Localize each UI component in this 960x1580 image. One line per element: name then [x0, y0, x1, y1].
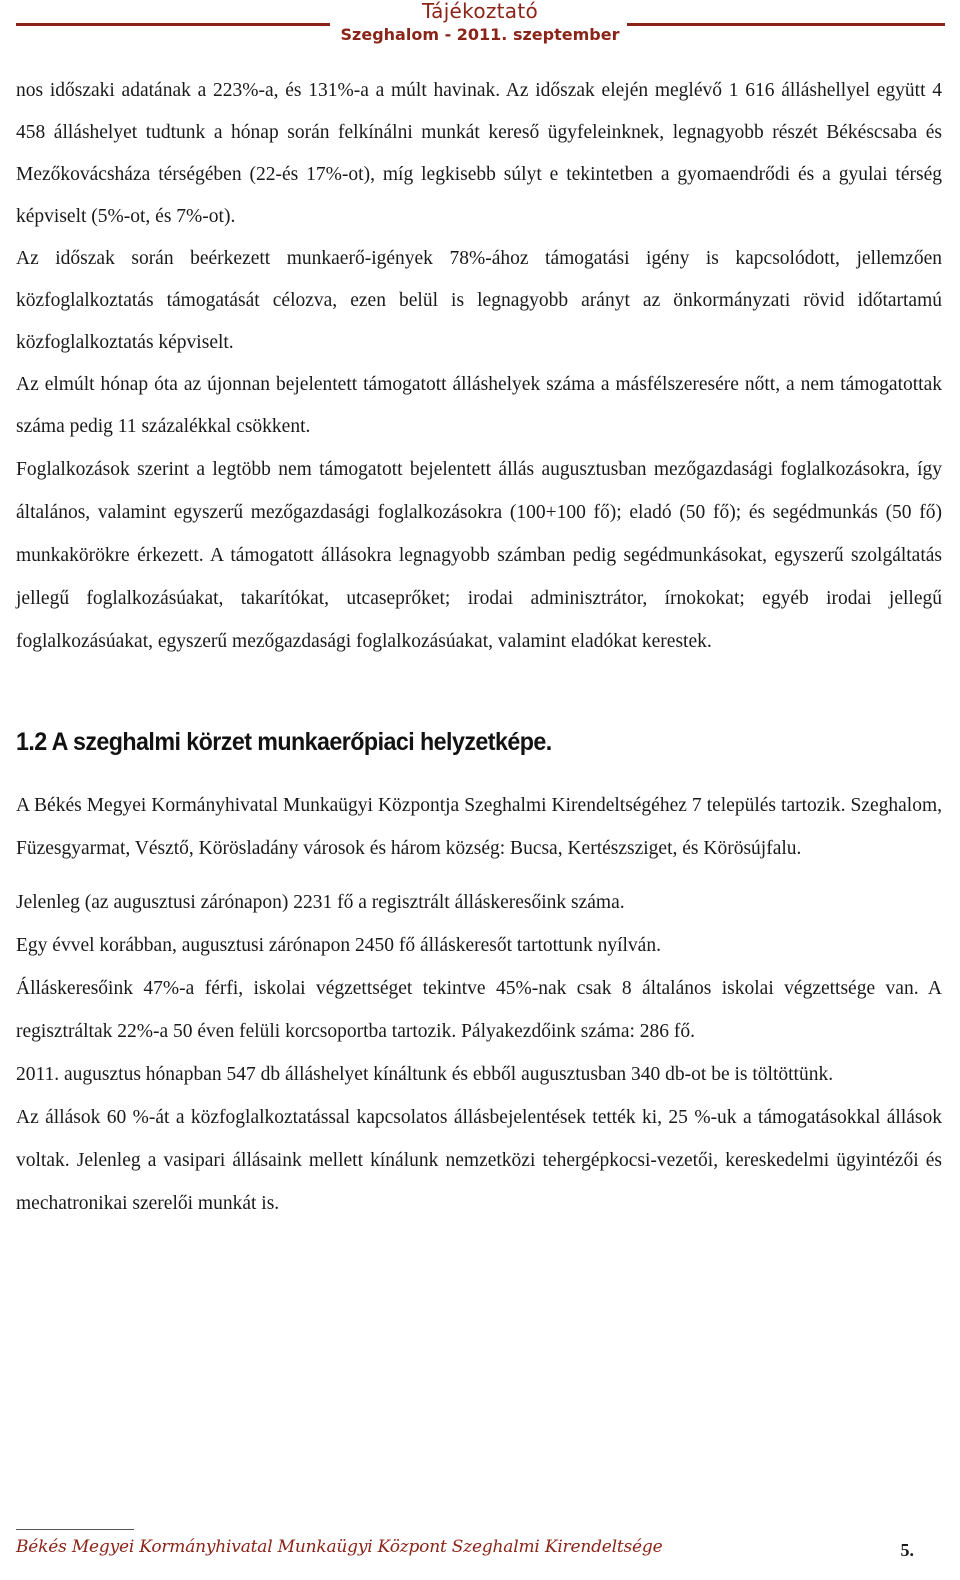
paragraph-support-demand: Az időszak során beérkezett munkaerő-igények 78%-ához támogatási igény is kapcsolódott, jellemzően közfoglalkoztatás támogatását célozva, ezen belül is legnagyobb arányt az önkormányzati rövid időtartamú közfoglalkoztatás képviselt. [16, 248, 942, 353]
paragraph-monthly-change: Az elmúlt hónap óta az újonnan bejelentett támogatott álláshelyek száma a másfélszeresére nőtt, a nem támogatottak száma pedig 11 százalékkal csökkent. [16, 374, 942, 437]
document-body [16, 70, 942, 1225]
paragraph-job-offers: nos időszaki adatának a 223%-a, és 131%-a a múlt havinak. Az időszak elején meglévő 1 616 álláshellyel együtt 4 458 álláshelyet tudtunk a hónap során felkínálni munkát kereső ügyfeleinknek, legnagyobb részét Békéscsaba és Mezőkovácsháza térségében (22-és 17%-ot), míg legkisebb súlyt e tekintetben a gyomaendrődi és a gyulai térség képviselt (5%-ot, és 7%-ot). [16, 80, 942, 227]
paragraph-registered-count: Jelenleg (az augusztusi zárónapon) 2231 fő a regisztrált álláskeresőink száma. [16, 892, 625, 913]
header-title: Tájékoztató [421, 0, 539, 23]
header-subtitle: Szeghalom - 2011. szeptember [340, 25, 620, 44]
paragraph-previous-year: Egy évvel korábban, augusztusi zárónapon 2450 fő álláskeresőt tartottunk nyílván. [16, 935, 661, 956]
footer-rule [16, 1529, 134, 1530]
paragraph-demographics: Álláskeresőink 47%-a férfi, iskolai végzettséget tekintve 45%-nak csak 8 általános iskolai végzettsége van. A regisztráltak 22%-a 50 éven felüli korcsoportba tartozik. Pályakezdőink száma: 286 fő. [16, 978, 942, 1042]
page-header [0, 0, 960, 60]
paragraph-settlements: A Békés Megyei Kormányhivatal Munkaügyi Központja Szeghalmi Kirendeltségéhez 7 település tartozik. Szeghalom, Füzesgyarmat, Vésztő, Körösladány városok és három község: Bucsa, Kertészsziget, és Körösújfalu. [16, 795, 942, 859]
paragraph-job-types: Az állások 60 %-át a közfoglalkoztatással kapcsolatos állásbejelentések tették ki, 25 %-uk a támogatásokkal állások voltak. Jelenleg a vasipari állásaink mellett kínálunk nemzetközi tehergépkocsi-vezetői, kereskedelmi ügyintézői és mechatronikai szerelői munkát is. [16, 1107, 942, 1214]
footer-office-name: Békés Megyei Kormányhivatal Munkaügyi Központ Szeghalmi Kirendeltsége [16, 1537, 663, 1557]
page-number: 5. [900, 1540, 914, 1560]
paragraph-august-offers: 2011. augusztus hónapban 547 db álláshelyet kínáltunk és ebből augusztusban 340 db-ot be is töltöttünk. [16, 1064, 834, 1085]
section-heading: 1.2 A szeghalmi körzet munkaerőpiaci helyzetképe. [16, 728, 552, 756]
paragraph-occupations: Foglalkozások szerint a legtöbb nem támogatott bejelentett állás augusztusban mezőgazdasági foglalkozásokra, így általános, valamint egyszerű mezőgazdasági foglalkozásokra (100+100 fő); eladó (50 fő); és segédmunkás (50 fő) munkakörökre érkezett. A támogatott állásokra legnagyobb számban pedig segédmunkásokat, egyszerű szolgáltatás jellegű foglalkozásúakat, takarítókat, utcaseprőket; irodai adminisztrátor, írnokokat; egyéb irodai jellegű foglalkozásúakat, egyszerű mezőgazdasági foglalkozásúakat, valamint eladókat kerestek. [16, 459, 942, 652]
